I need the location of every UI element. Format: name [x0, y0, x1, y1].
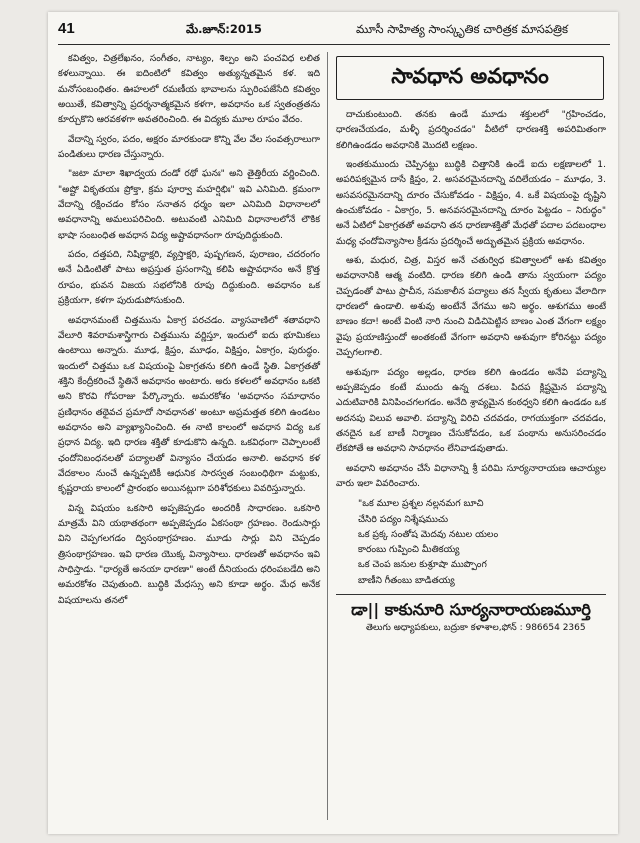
poem-line: ఒక ప్రక్క సంతోష మెదవు నటుల యలం	[358, 528, 499, 540]
page-number: 41	[58, 20, 75, 37]
article-title: సావధాన అవధానం	[336, 56, 604, 100]
paragraph: "జటా మాలా శిఖాద్వయ దండో రథో ఘనః" అని తైత్తిరీయ వర్ణించింది. "అష్టో వికృతయః ప్రోక్తా, క్రమ పూర్వా మహర్షిభిః" ఇవి ఎనిమిది. క్రమంగా వేదాన్ని రక్షించడం కోసం సనాతన ధర్మం ఇలా ఎనిమిది విధానాలలో అవధానాన్ని అమలుపరిచింది. అటువంటి ఎనిమిది విధానాలలోనే లౌకిక భాషా సంబంధిత అవధాన విద్య అష్టావధానంగా రూపుదిద్దుకుంది.	[58, 169, 320, 241]
paragraph: ఆశు, మధుర, చిత్ర, విస్తర అనే చతుర్విధ కవిత్వాలలో ఆశు కవిత్వం అవధానానికి ఆత్మ వంటిది. ధారణ కలిగి ఉండి తాను స్వయంగా పద్యం చెప్పడంతో పాటు ప్రాచీన, సమకాలీన పద్యాలు తన స్వీయ కృతులు వేలాదిగా ధారణలో ఉండాలి. అశువు అంటేనే వేగము అని అర్థం. ఆశుగము అంటే బాణం కదా! అంటే వింటి నారి నుంచి విడిచిపెట్టిన బాణం ఎంత వేగంగా లక్ష్యం వైపు ప్రయాణిస్తుందో అంతకంటే వేగంగా అవధాని ఆశువుగా కోరినట్టు పద్యం చెప్పగలగాలి.	[336, 256, 606, 359]
paragraph: దాచుకుంటుంది. తనకు ఉండే మూడు శక్తులలో "గ్రహించడం, ధారణచేయడం, మళ్ళీ ప్రదర్శించడం" వీటిలో ధారణశక్తి అపరిమితంగా కలిగిఉండడం అవధానికి మొదటి లక్షణం.	[336, 110, 606, 151]
author-details: తెలుగు అధ్యాపకులు, బద్రుకా కళాశాల,ఫోన్ : 986654 2365	[366, 623, 586, 634]
paragraph: ఇంతకుముందు చెప్పినట్టు బుద్ధికి చిత్తానికి ఉండే ఐదు లక్షణాలలో 1. అపరిపక్వమైన దాసే క్షిప్తం, 2. అసవరమైనదాన్ని వదిలేయడం – మూఢం, 3. అసవసరమైనదాన్ని దూరం చేసుకోవడం - విక్షిప్తం, 4. ఒకే విషయంపై దృష్టిని ఉంచుకోవడం - ఏకాగ్రం, 5. అనవసరమైనదాన్ని దూరం పెట్టడం – నిరుద్ధం" అనే ఏటిలో ఏకాగ్రతతో అవధాని తన ధారణాశక్తితో మేధతో పదాల పదబంధాల మధ్య ఛందోవిన్యాసాల క్రీడను ప్రదర్శించే అద్భుతమైన ప్రక్రియ అవధానం.	[336, 160, 606, 247]
paragraph: కవిత్వం, చిత్రలేఖనం, సంగీతం, నాట్యం, శిల్పం అని పంచవిధ లలిత కళలున్నాయి. ఈ ఐదింటిలో కవిత్వం అత్యున్నతమైన కళ. ఇది మనోసంబంధితం. ఊహలలో రమణీయ భావాలను స్ఫురింపజేసేది కవిత్వం అయితే, కవిత్వాన్ని ప్రదర్శనాత్మకమైన కళగా, అవధానం ఒక స్వతంత్రతను కూర్చుకొని ఆరవకళగా అవతరించింది. ఈ విద్యకు మూల రూపం వేదం.	[58, 54, 320, 126]
poem-line: ఒక చెంప జనుల కుశ్రూషా ముప్పొంగ	[358, 559, 487, 571]
issue-date: మే.జూన్:2015	[186, 22, 262, 36]
magazine-title: మూసీ సాహిత్య సాంస్కృతిక చారిత్రక మాసపత్రిక	[356, 22, 569, 36]
column-divider	[327, 52, 328, 820]
paragraph: ఆశువుగా పద్యం అల్లడం, ధారణ కలిగి ఉండడం అనేవి పద్యాన్ని అప్పజెప్పడం కంటే ముందు ఉన్న దశలు. పిదప క్లిష్టమైన పద్యాన్ని ఎదుటివారికి వినిపించగలగడం. అనేది శ్రావ్యమైన కంఠధ్వని కలిగి ఉండడం ఒక అదనపు విలువ అవాలి. పద్యాన్ని విరిచి చదవడం, రాగయుక్తంగా చదవడం, తనదైన ఒక బాణీ నిర్మాణం చేసుకోవడం, ఒక పంథాను అనుసరించడం లేకపోతే ఆ అవధాని సావధానం లేనివాడవుతాడు.	[336, 367, 606, 455]
paragraph: అవధాని అవధానం చేసే విధానాన్ని శ్రీ పరిమి సూర్యనారాయణ ఆచార్యుల వారు ఇలా వివరించారు.	[336, 463, 606, 489]
author-block	[336, 594, 606, 635]
paragraph: పదం, దత్తపది, నిషిద్ధాక్షరి, వ్యస్తాక్షరి, పుష్పగణన, పురాణం, చదరంగం అనే ఏడింటితో పాటు అప్రస్తుత ప్రసంగాన్ని కలిపి అష్టావధానం అనే క్రొత్త రూపం, భువన విజయ సభలోనికి రూపు దిద్దుకుంది. అవధానం ఒక ప్రక్రియగా, కళగా పురుడుపోసుకుంది.	[58, 250, 320, 307]
paragraph: వేదాన్ని స్వరం, పదం, అక్షరం మారకుండా కొన్ని వేల వేల సంవత్సరాలుగా పండితులు ధారణ చేస్తున్నారు.	[58, 134, 320, 161]
paragraph: అవధానమంటే చిత్తమును ఏకాగ్ర పరచడం. వ్యాసవాణిలో శతావధాని వేలూరి శివరామశాస్త్రిగారు చిత్తమును వర్ణిస్తూ, ఇందులో ఐదు భూమికలు ఉంటాయి అన్నారు. మూఢ, క్షిప్తం, మూఢం, విక్షిప్తం, ఏకాగ్రం, పురుద్ధం. ఇందులో చిత్తము ఒక విషయంపై ఏకాగ్రతను కలిగి ఉండే స్థితి. ఏకాగ్రతతో శక్తిని కేంద్రీకరించే స్థితినే అవధానం అంటారు. అరు కళలలో అవధానం ఒకటి అని కొరవి గోపరాజు పేర్కొన్నారు. అమరకోశం 'అవధానం సమాధానం ప్రణిధానం తథైవచ ప్రమాదో సావధానత' అంటూ అప్రమత్తత కలిగి ఉండటం అవధానం అని వ్యాఖ్యానించింది. ఈ నాటి కాలంలో అవధాన విద్య ఒక ప్రధాన విద్య. ఇది ధారణ శక్తితో కూడుకొని ఉన్నది. ఒకవిధంగా చెప్పాలంటే ఛందోనిబంధనలతో పద్యాలతో విన్యాసం చేయడం అనాలి. అవధాన కళ వేదకాలం నుంచే ఉన్నప్పటికీ ఆధునిక సారస్వత సంబంధిథిగా మట్టుకు, కృష్ణరాయ కాలంలో ప్రారంభం అయినట్లుగా పరిశోధకులు వివరిస్తున్నారు.	[58, 315, 320, 495]
poem-line: చేసిరి పద్యం నిశ్శేషముచు	[358, 513, 449, 525]
magazine-page	[48, 12, 618, 834]
paragraph: విన్న విషయం ఒకసారి అప్పజెప్పడం అందరికీ సాధారణం. ఒకసారి మాత్రమే విని యథాతథంగా అప్పజెప్పడం ఏకసంథా గ్రహణం. రెండుసార్లు విని చెప్పగలగడం ద్విసంథాగ్రహణం. మూడు సార్లు విని చెప్పడం త్రిసంథాగ్రహణం. ఇవి ధారణ యొక్క విన్యాసాలు. ధారణతో అవధానం ఇవి సాధిస్తాడు. "ధార్యతే అనయా ధారణా" అంటే దీనియందు ధరింపబడేది అని అమరకోశం చెపుతుంది. బుద్ధికి మేధస్సు అని కూడా అర్థం. మేధ అనేక విషయాలను తనలో	[58, 503, 320, 606]
poem-quote	[358, 496, 606, 588]
poem-line: "ఒక మూల ప్రశ్నల నల్లనమగ బూచి	[358, 498, 484, 510]
poem-line: కారంబు గుప్పించి మీతికయ్య	[358, 544, 460, 556]
author-name: డా|| కాకునూరి సూర్యనారాయణమూర్తి	[351, 600, 591, 620]
page-header	[58, 18, 610, 45]
left-column	[58, 52, 320, 613]
poem-line: బాణీని గీతంబు బాడితయ్య	[358, 574, 455, 586]
right-column	[336, 108, 606, 635]
